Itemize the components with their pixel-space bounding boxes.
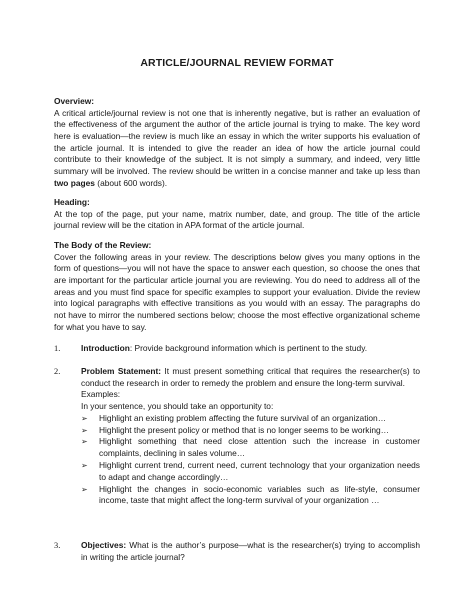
heading-section-heading: Heading: bbox=[54, 197, 90, 207]
bullet-text: Highlight something that need close attention such the increase in customer complaints, declining in sales volume… bbox=[99, 436, 420, 458]
arrow-bullet-icon: ➢ bbox=[81, 414, 88, 423]
item-2-body: It must present something critical that requires the researcher(s) to conduct the research in order to remedy the problem and ensure the long-term survival. bbox=[81, 366, 420, 388]
item-2-intro: In your sentence, you should take an opportunity to: bbox=[81, 401, 274, 411]
item-1-label: Introduction bbox=[81, 343, 130, 353]
overview-paragraph bbox=[54, 108, 420, 190]
bullet-text: Highlight the present policy or method that is no longer seems to be working… bbox=[99, 424, 390, 435]
arrow-bullet-icon: ➢ bbox=[81, 461, 88, 470]
overview-text-1: A critical article/journal review is not one that is inherently negative, but is rather an evaluation of the effectiveness of the argument the author of the article journal is trying to make. The key word here is evaluation—the review is much like an essay in which the writer supports his evaluation of the article journal. It is intended to give the reader an idea of how the article journal could contribute to their knowledge of the subject. It is not simply a summary, and indeed, very little summary will be involved. The review should be written in a concise manner and take up less than bbox=[54, 107, 420, 177]
overview-heading: Overview: bbox=[54, 96, 95, 106]
arrow-bullet-icon: ➢ bbox=[81, 437, 88, 446]
bullet-text: Highlight an existing problem affecting the future survival of an organization… bbox=[99, 413, 387, 423]
item-2-text bbox=[81, 366, 420, 401]
item-1-number: 1. bbox=[54, 344, 61, 353]
item-2-label: Problem Statement: bbox=[81, 366, 162, 376]
item-1-text bbox=[81, 343, 420, 355]
item-3-body: What is the author’s purpose—what is the researcher(s) trying to accomplish in writing the article journal? bbox=[81, 540, 420, 562]
page-title: ARTICLE/JOURNAL REVIEW FORMAT bbox=[140, 57, 334, 69]
item-3-number: 3. bbox=[54, 541, 61, 550]
body-section-heading: The Body of the Review: bbox=[54, 240, 152, 250]
heading-section-paragraph: At the top of the page, put your name, matrix number, date, and group. The title of the article journal review will be the citation in APA format of the article journal. bbox=[54, 208, 420, 231]
item-2-examples-label: Examples: bbox=[81, 389, 121, 400]
item-3-text bbox=[81, 540, 420, 563]
item-1-body: : Provide background information which is pertinent to the study. bbox=[129, 343, 368, 353]
overview-bold-text: two pages bbox=[54, 177, 95, 188]
body-section-paragraph: Cover the following areas in your review. The descriptions below gives you many options in the form of questions—you will not have the space to answer each question, so choose the ones that are important for the particular article journal you are reviewing. You do need to address all of the areas and you must find space for specific examples to support your evaluation. Divide the review into logical paragraphs with effective transitions as you would with an essay. The paragraphs do not have to mirror the numbered sections below; choose the most effective organizational scheme for what you have to say. bbox=[54, 251, 420, 332]
arrow-bullet-icon: ➢ bbox=[81, 484, 88, 494]
bullet-text: Highlight the changes in socio-economic variables such as life-style, consumer income, taste that might affect the long-term survival of your organization … bbox=[99, 483, 420, 506]
overview-text-2: (about 600 words). bbox=[94, 177, 168, 188]
item-3-label: Objectives: bbox=[81, 540, 127, 550]
bullet-text: Highlight current trend, current need, current technology that your organization needs to adapt and change accordingly… bbox=[99, 460, 420, 482]
arrow-bullet-icon: ➢ bbox=[81, 425, 88, 435]
item-2-number: 2. bbox=[54, 367, 61, 376]
